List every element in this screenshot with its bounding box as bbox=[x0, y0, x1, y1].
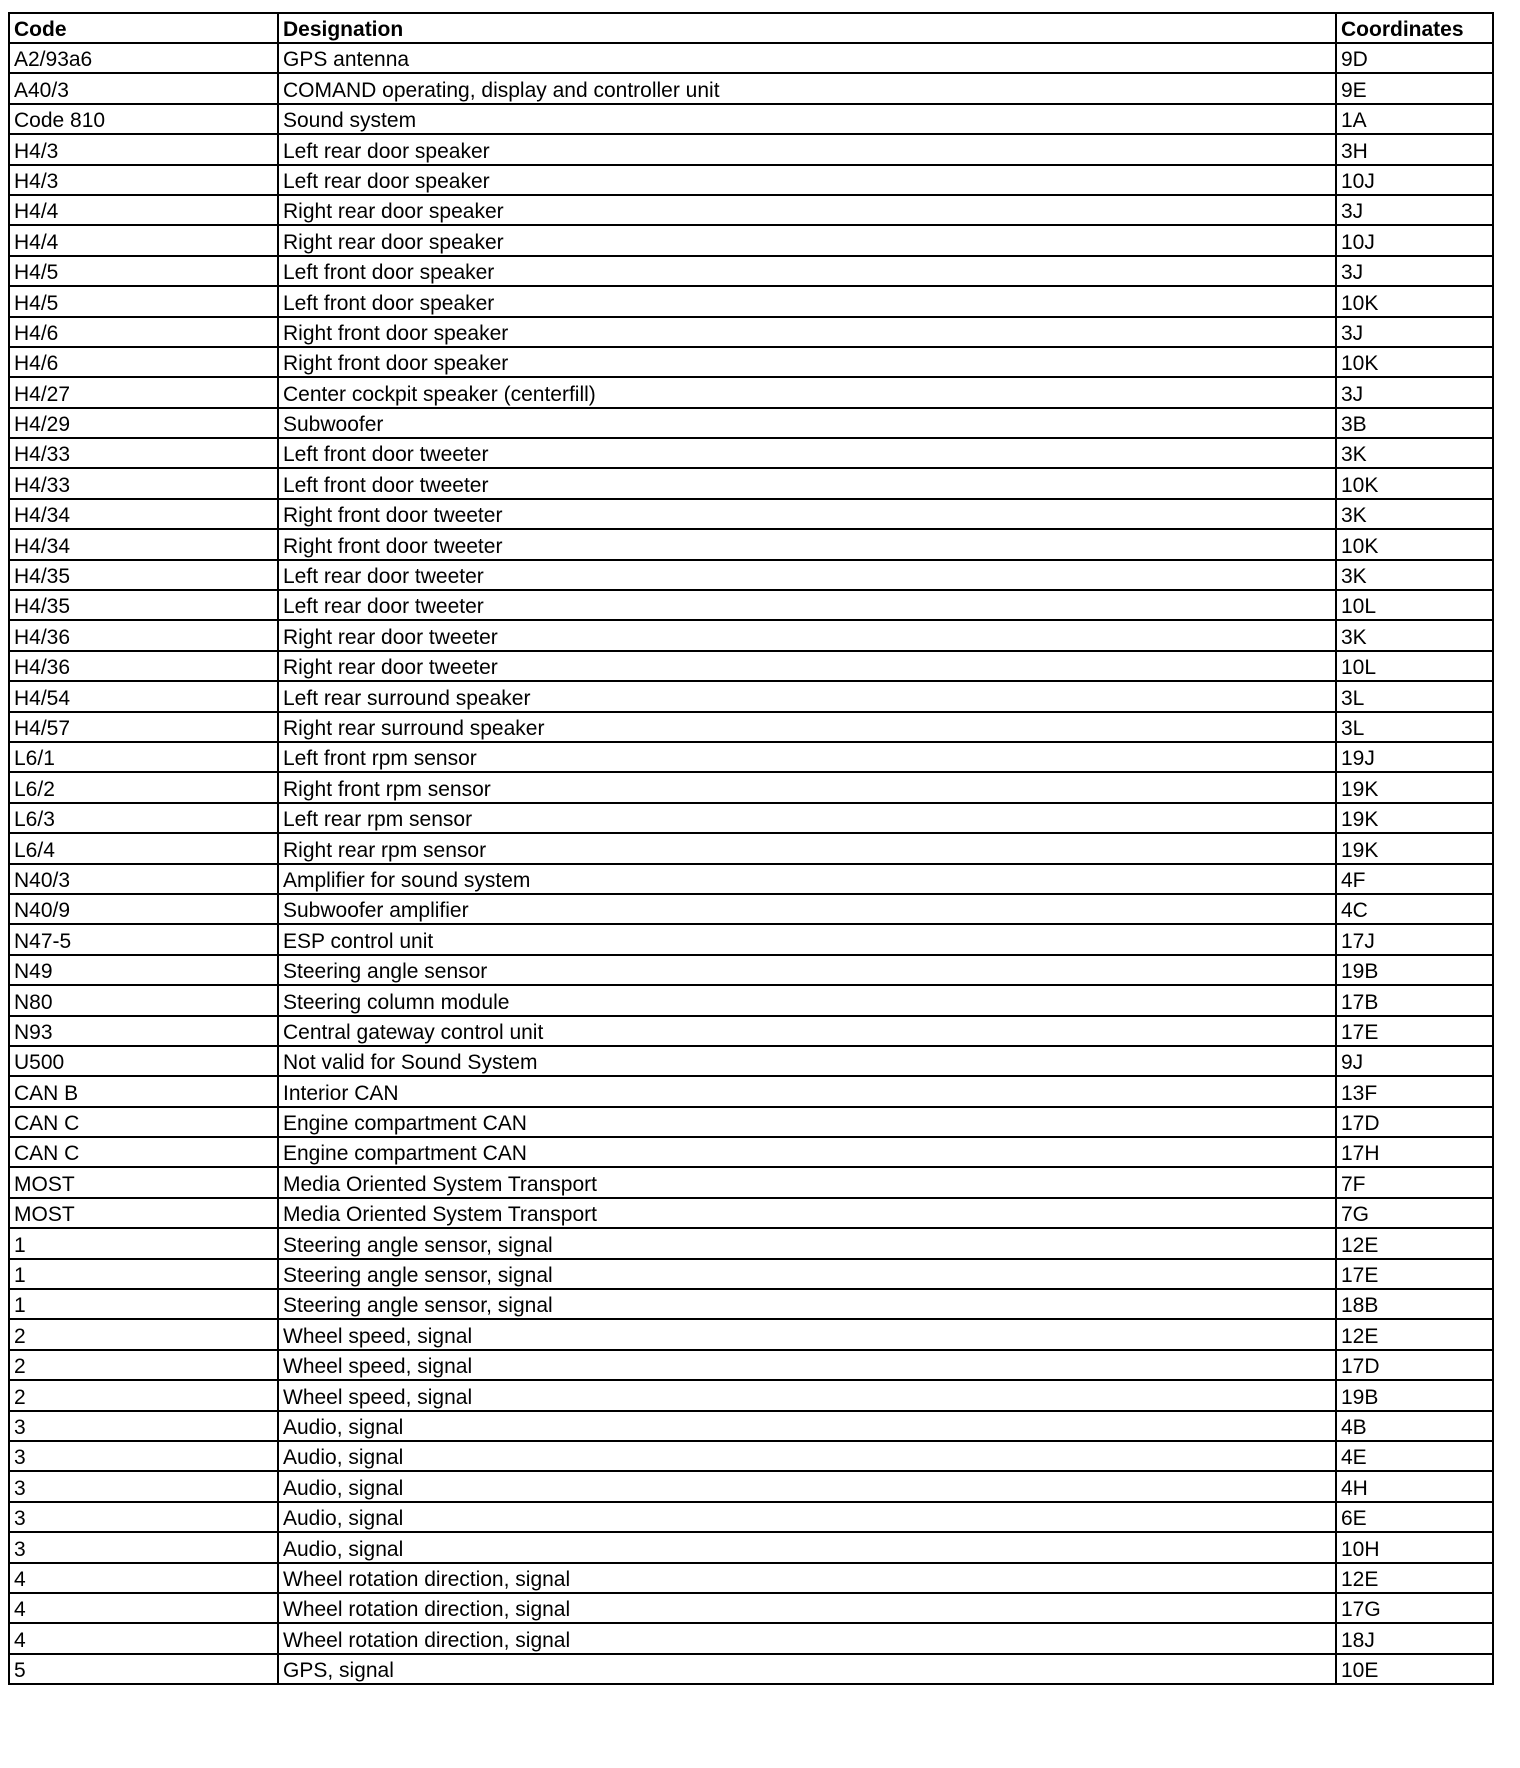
table-row bbox=[9, 620, 1493, 650]
cell-coordinates: 12E bbox=[1336, 1228, 1493, 1258]
cell-coordinates: 3H bbox=[1336, 134, 1493, 164]
cell-coordinates: 18B bbox=[1336, 1289, 1493, 1319]
cell-coordinates: 3K bbox=[1336, 560, 1493, 590]
table-row bbox=[9, 1289, 1493, 1319]
cell-coordinates: 4F bbox=[1336, 864, 1493, 894]
cell-designation: Steering angle sensor, signal bbox=[278, 1259, 1336, 1289]
cell-designation: Wheel speed, signal bbox=[278, 1380, 1336, 1410]
cell-coordinates: 7F bbox=[1336, 1167, 1493, 1197]
cell-coordinates: 4B bbox=[1336, 1411, 1493, 1441]
cell-designation: Engine compartment CAN bbox=[278, 1137, 1336, 1167]
cell-coordinates: 18J bbox=[1336, 1623, 1493, 1653]
cell-coordinates: 19B bbox=[1336, 955, 1493, 985]
table-row bbox=[9, 681, 1493, 711]
cell-designation: Audio, signal bbox=[278, 1502, 1336, 1532]
table-row bbox=[9, 1411, 1493, 1441]
table-row bbox=[9, 529, 1493, 559]
legend-table bbox=[8, 12, 1494, 1685]
table-row bbox=[9, 712, 1493, 742]
cell-coordinates: 17E bbox=[1336, 1259, 1493, 1289]
cell-designation: Wheel rotation direction, signal bbox=[278, 1563, 1336, 1593]
cell-designation: COMAND operating, display and controller unit bbox=[278, 73, 1336, 103]
cell-code: 4 bbox=[9, 1623, 278, 1653]
table-row bbox=[9, 1198, 1493, 1228]
cell-code: H4/34 bbox=[9, 529, 278, 559]
cell-coordinates: 3J bbox=[1336, 317, 1493, 347]
cell-coordinates: 3J bbox=[1336, 195, 1493, 225]
cell-code: 2 bbox=[9, 1350, 278, 1380]
cell-coordinates: 10K bbox=[1336, 468, 1493, 498]
cell-coordinates: 9E bbox=[1336, 73, 1493, 103]
table-row bbox=[9, 1137, 1493, 1167]
cell-coordinates: 3K bbox=[1336, 620, 1493, 650]
cell-code: L6/1 bbox=[9, 742, 278, 772]
table-header bbox=[9, 13, 1493, 43]
cell-designation: Left front door speaker bbox=[278, 256, 1336, 286]
cell-designation: Media Oriented System Transport bbox=[278, 1198, 1336, 1228]
cell-designation: Right rear door speaker bbox=[278, 195, 1336, 225]
cell-code: CAN C bbox=[9, 1137, 278, 1167]
table-row bbox=[9, 73, 1493, 103]
cell-coordinates: 12E bbox=[1336, 1319, 1493, 1349]
cell-code: H4/4 bbox=[9, 195, 278, 225]
cell-code: H4/6 bbox=[9, 317, 278, 347]
table-row bbox=[9, 1350, 1493, 1380]
cell-designation: Center cockpit speaker (centerfill) bbox=[278, 377, 1336, 407]
cell-designation: Left front rpm sensor bbox=[278, 742, 1336, 772]
cell-code: 2 bbox=[9, 1319, 278, 1349]
table-row bbox=[9, 1593, 1493, 1623]
cell-coordinates: 3K bbox=[1336, 438, 1493, 468]
cell-coordinates: 17B bbox=[1336, 985, 1493, 1015]
cell-coordinates: 19K bbox=[1336, 833, 1493, 863]
header-designation: Designation bbox=[278, 13, 1336, 43]
cell-code: CAN B bbox=[9, 1076, 278, 1106]
cell-designation: Right rear door speaker bbox=[278, 225, 1336, 255]
cell-coordinates: 9D bbox=[1336, 43, 1493, 73]
cell-designation: Wheel rotation direction, signal bbox=[278, 1593, 1336, 1623]
table-row bbox=[9, 560, 1493, 590]
cell-code: H4/4 bbox=[9, 225, 278, 255]
cell-coordinates: 10J bbox=[1336, 165, 1493, 195]
cell-coordinates: 17G bbox=[1336, 1593, 1493, 1623]
table-row bbox=[9, 225, 1493, 255]
cell-code: L6/2 bbox=[9, 772, 278, 802]
cell-code: L6/3 bbox=[9, 803, 278, 833]
cell-coordinates: 1A bbox=[1336, 104, 1493, 134]
header-code: Code bbox=[9, 13, 278, 43]
cell-coordinates: 9J bbox=[1336, 1046, 1493, 1076]
cell-designation: Left front door tweeter bbox=[278, 468, 1336, 498]
table-row bbox=[9, 317, 1493, 347]
cell-code: 1 bbox=[9, 1259, 278, 1289]
cell-coordinates: 10K bbox=[1336, 347, 1493, 377]
cell-designation: Engine compartment CAN bbox=[278, 1107, 1336, 1137]
cell-coordinates: 19K bbox=[1336, 803, 1493, 833]
cell-coordinates: 3J bbox=[1336, 377, 1493, 407]
cell-code: H4/33 bbox=[9, 438, 278, 468]
cell-designation: Left rear rpm sensor bbox=[278, 803, 1336, 833]
table-row bbox=[9, 590, 1493, 620]
cell-coordinates: 10L bbox=[1336, 651, 1493, 681]
cell-code: 3 bbox=[9, 1441, 278, 1471]
cell-designation: Steering column module bbox=[278, 985, 1336, 1015]
cell-designation: Not valid for Sound System bbox=[278, 1046, 1336, 1076]
cell-designation: Left rear surround speaker bbox=[278, 681, 1336, 711]
table-row bbox=[9, 864, 1493, 894]
cell-designation: Audio, signal bbox=[278, 1471, 1336, 1501]
table-row bbox=[9, 104, 1493, 134]
header-row bbox=[9, 13, 1493, 43]
cell-designation: Audio, signal bbox=[278, 1441, 1336, 1471]
cell-code: H4/34 bbox=[9, 499, 278, 529]
cell-designation: Right front door speaker bbox=[278, 347, 1336, 377]
table-row bbox=[9, 772, 1493, 802]
table-row bbox=[9, 195, 1493, 225]
cell-designation: Right rear door tweeter bbox=[278, 620, 1336, 650]
cell-coordinates: 3B bbox=[1336, 408, 1493, 438]
cell-code: N47-5 bbox=[9, 924, 278, 954]
table-row bbox=[9, 134, 1493, 164]
cell-designation: Right front door tweeter bbox=[278, 529, 1336, 559]
table-row bbox=[9, 1319, 1493, 1349]
cell-designation: ESP control unit bbox=[278, 924, 1336, 954]
cell-designation: Subwoofer amplifier bbox=[278, 894, 1336, 924]
cell-designation: Sound system bbox=[278, 104, 1336, 134]
cell-coordinates: 3K bbox=[1336, 499, 1493, 529]
cell-coordinates: 17J bbox=[1336, 924, 1493, 954]
cell-coordinates: 17D bbox=[1336, 1107, 1493, 1137]
cell-designation: GPS antenna bbox=[278, 43, 1336, 73]
cell-coordinates: 3L bbox=[1336, 681, 1493, 711]
cell-coordinates: 19K bbox=[1336, 772, 1493, 802]
table-row bbox=[9, 499, 1493, 529]
cell-code: H4/29 bbox=[9, 408, 278, 438]
cell-designation: Amplifier for sound system bbox=[278, 864, 1336, 894]
table-row bbox=[9, 377, 1493, 407]
cell-code: H4/54 bbox=[9, 681, 278, 711]
table-row bbox=[9, 803, 1493, 833]
cell-coordinates: 7G bbox=[1336, 1198, 1493, 1228]
cell-code: 2 bbox=[9, 1380, 278, 1410]
table-row bbox=[9, 1623, 1493, 1653]
cell-designation: Left rear door tweeter bbox=[278, 590, 1336, 620]
cell-coordinates: 4H bbox=[1336, 1471, 1493, 1501]
table-row bbox=[9, 1107, 1493, 1137]
cell-code: N93 bbox=[9, 1016, 278, 1046]
cell-designation: Audio, signal bbox=[278, 1532, 1336, 1562]
cell-coordinates: 10E bbox=[1336, 1654, 1493, 1684]
cell-code: H4/33 bbox=[9, 468, 278, 498]
cell-coordinates: 10L bbox=[1336, 590, 1493, 620]
cell-coordinates: 4C bbox=[1336, 894, 1493, 924]
table-row bbox=[9, 833, 1493, 863]
cell-designation: Left rear door tweeter bbox=[278, 560, 1336, 590]
cell-coordinates: 10J bbox=[1336, 225, 1493, 255]
cell-code: 3 bbox=[9, 1502, 278, 1532]
cell-coordinates: 13F bbox=[1336, 1076, 1493, 1106]
table-row bbox=[9, 924, 1493, 954]
cell-code: 1 bbox=[9, 1289, 278, 1319]
table-row bbox=[9, 286, 1493, 316]
cell-code: H4/36 bbox=[9, 651, 278, 681]
cell-designation: Wheel speed, signal bbox=[278, 1319, 1336, 1349]
cell-designation: Right rear rpm sensor bbox=[278, 833, 1336, 863]
cell-coordinates: 17D bbox=[1336, 1350, 1493, 1380]
table-row bbox=[9, 1654, 1493, 1684]
cell-designation: Interior CAN bbox=[278, 1076, 1336, 1106]
cell-code: N49 bbox=[9, 955, 278, 985]
table-row bbox=[9, 955, 1493, 985]
cell-coordinates: 4E bbox=[1336, 1441, 1493, 1471]
cell-code: H4/3 bbox=[9, 134, 278, 164]
header-coordinates: Coordinates bbox=[1336, 13, 1493, 43]
cell-code: A40/3 bbox=[9, 73, 278, 103]
table-row bbox=[9, 438, 1493, 468]
cell-code: CAN C bbox=[9, 1107, 278, 1137]
cell-designation: Wheel rotation direction, signal bbox=[278, 1623, 1336, 1653]
cell-code: 5 bbox=[9, 1654, 278, 1684]
cell-code: H4/35 bbox=[9, 560, 278, 590]
cell-coordinates: 10K bbox=[1336, 286, 1493, 316]
cell-coordinates: 3J bbox=[1336, 256, 1493, 286]
cell-coordinates: 19J bbox=[1336, 742, 1493, 772]
table-row bbox=[9, 1016, 1493, 1046]
cell-coordinates: 10H bbox=[1336, 1532, 1493, 1562]
table-row bbox=[9, 1471, 1493, 1501]
table-row bbox=[9, 1502, 1493, 1532]
cell-coordinates: 17E bbox=[1336, 1016, 1493, 1046]
table-row bbox=[9, 43, 1493, 73]
cell-designation: Right rear door tweeter bbox=[278, 651, 1336, 681]
table-row bbox=[9, 1259, 1493, 1289]
table-row bbox=[9, 1532, 1493, 1562]
cell-code: MOST bbox=[9, 1167, 278, 1197]
cell-code: N40/3 bbox=[9, 864, 278, 894]
cell-designation: Right front door tweeter bbox=[278, 499, 1336, 529]
cell-code: H4/6 bbox=[9, 347, 278, 377]
table-row bbox=[9, 1046, 1493, 1076]
cell-designation: Audio, signal bbox=[278, 1411, 1336, 1441]
table-row bbox=[9, 1167, 1493, 1197]
table-row bbox=[9, 894, 1493, 924]
cell-code: N80 bbox=[9, 985, 278, 1015]
cell-designation: Steering angle sensor, signal bbox=[278, 1289, 1336, 1319]
cell-code: U500 bbox=[9, 1046, 278, 1076]
cell-designation: Central gateway control unit bbox=[278, 1016, 1336, 1046]
table-row bbox=[9, 1441, 1493, 1471]
table-row bbox=[9, 1228, 1493, 1258]
cell-designation: Right front door speaker bbox=[278, 317, 1336, 347]
cell-designation: Left rear door speaker bbox=[278, 165, 1336, 195]
table-row bbox=[9, 985, 1493, 1015]
table-row bbox=[9, 468, 1493, 498]
cell-designation: Right rear surround speaker bbox=[278, 712, 1336, 742]
cell-code: Code 810 bbox=[9, 104, 278, 134]
cell-code: MOST bbox=[9, 1198, 278, 1228]
table-body bbox=[9, 43, 1493, 1684]
cell-designation: GPS, signal bbox=[278, 1654, 1336, 1684]
table-row bbox=[9, 1380, 1493, 1410]
table-row bbox=[9, 742, 1493, 772]
cell-code: L6/4 bbox=[9, 833, 278, 863]
cell-code: H4/5 bbox=[9, 256, 278, 286]
cell-designation: Wheel speed, signal bbox=[278, 1350, 1336, 1380]
cell-designation: Left front door tweeter bbox=[278, 438, 1336, 468]
table-row bbox=[9, 408, 1493, 438]
table-row bbox=[9, 256, 1493, 286]
cell-designation: Steering angle sensor, signal bbox=[278, 1228, 1336, 1258]
cell-designation: Right front rpm sensor bbox=[278, 772, 1336, 802]
cell-coordinates: 19B bbox=[1336, 1380, 1493, 1410]
table-row bbox=[9, 165, 1493, 195]
cell-designation: Steering angle sensor bbox=[278, 955, 1336, 985]
cell-code: A2/93a6 bbox=[9, 43, 278, 73]
cell-code: H4/36 bbox=[9, 620, 278, 650]
cell-code: H4/5 bbox=[9, 286, 278, 316]
cell-code: 3 bbox=[9, 1411, 278, 1441]
cell-designation: Left front door speaker bbox=[278, 286, 1336, 316]
cell-code: 4 bbox=[9, 1593, 278, 1623]
cell-coordinates: 17H bbox=[1336, 1137, 1493, 1167]
cell-code: H4/57 bbox=[9, 712, 278, 742]
cell-code: H4/27 bbox=[9, 377, 278, 407]
cell-code: H4/3 bbox=[9, 165, 278, 195]
cell-code: 1 bbox=[9, 1228, 278, 1258]
cell-code: 3 bbox=[9, 1532, 278, 1562]
cell-designation: Subwoofer bbox=[278, 408, 1336, 438]
cell-code: 3 bbox=[9, 1471, 278, 1501]
cell-coordinates: 6E bbox=[1336, 1502, 1493, 1532]
cell-code: H4/35 bbox=[9, 590, 278, 620]
table-row bbox=[9, 651, 1493, 681]
cell-coordinates: 10K bbox=[1336, 529, 1493, 559]
table-row bbox=[9, 1076, 1493, 1106]
table-row bbox=[9, 1563, 1493, 1593]
cell-designation: Left rear door speaker bbox=[278, 134, 1336, 164]
cell-designation: Media Oriented System Transport bbox=[278, 1167, 1336, 1197]
cell-code: N40/9 bbox=[9, 894, 278, 924]
table-row bbox=[9, 347, 1493, 377]
cell-coordinates: 12E bbox=[1336, 1563, 1493, 1593]
cell-code: 4 bbox=[9, 1563, 278, 1593]
cell-coordinates: 3L bbox=[1336, 712, 1493, 742]
